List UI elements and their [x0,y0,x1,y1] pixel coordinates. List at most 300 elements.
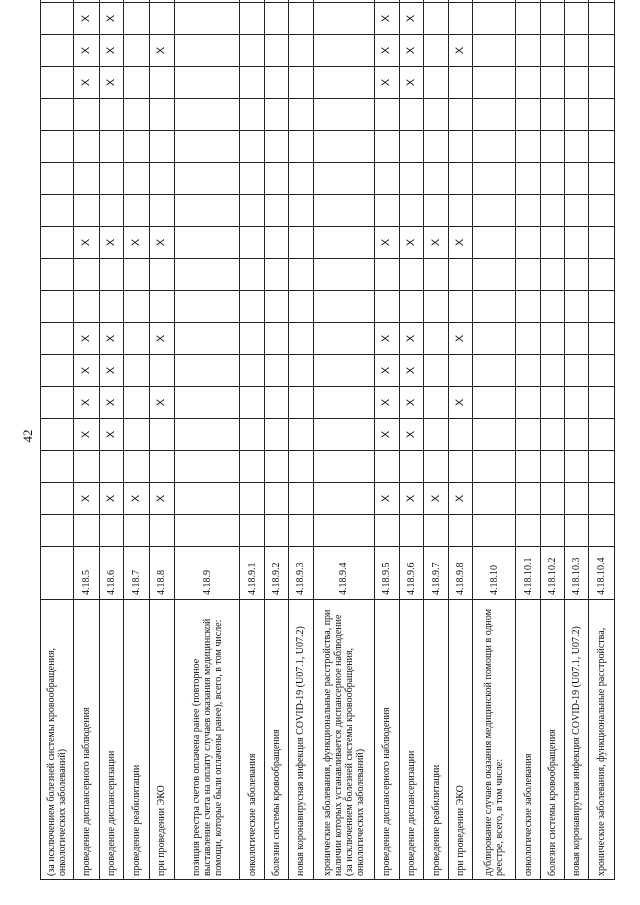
mark-cell [175,131,240,163]
mark-cell [149,259,174,291]
table-row [149,0,174,880]
mark-cell [74,515,99,547]
mark-cell [289,227,313,259]
mark-cell [289,483,313,515]
mark-cell [313,259,374,291]
mark-cell [399,291,423,323]
mark-cell [516,35,540,67]
row-code: 4.18.9.2 [264,547,288,600]
mark-cell: X [374,387,399,419]
row-label: проведение диспансеризации [399,600,423,880]
mark-cell [516,451,540,483]
mark-cell [448,0,472,3]
mark-cell [448,515,472,547]
mark-cell [313,515,374,547]
mark-cell: X [399,387,423,419]
mark-cell [565,195,589,227]
mark-cell [175,35,240,67]
mark-cell [399,131,423,163]
mark-cell [313,451,374,483]
mark-cell [313,323,374,355]
mark-cell [589,163,615,195]
mark-cell [399,515,423,547]
mark-cell [565,227,589,259]
mark-cell: X [124,483,149,515]
mark-cell [41,451,74,483]
mark-cell [473,3,516,35]
mark-cell [264,259,288,291]
mark-cell [516,515,540,547]
mark-cell [99,259,123,291]
mark-cell [289,323,313,355]
row-code: 4.18.9 [175,547,240,600]
mark-cell [149,195,174,227]
mark-cell [149,99,174,131]
mark-cell [289,3,313,35]
mark-cell: X [399,3,423,35]
mark-cell [264,163,288,195]
mark-cell [448,291,472,323]
mark-cell: X [448,35,472,67]
mark-cell [240,3,264,35]
mark-cell [540,355,564,387]
mark-cell [516,387,540,419]
mark-cell [149,291,174,323]
row-code: 4.18.10.4 [589,547,615,600]
row-code: 4.18.10.2 [540,547,564,600]
mark-cell: X [448,387,472,419]
mark-cell [289,195,313,227]
mark-cell [589,387,615,419]
mark-cell [175,515,240,547]
mark-cell: X [149,483,174,515]
mark-cell [289,355,313,387]
mark-cell [124,3,149,35]
mark-cell [565,483,589,515]
row-label: проведение реабилитации [424,600,448,880]
mark-cell [240,259,264,291]
mark-cell [74,163,99,195]
mark-cell [589,35,615,67]
mark-cell: X [99,419,123,451]
mark-cell [589,419,615,451]
mark-cell [149,163,174,195]
row-label: новая коронавирусная инфекция COVID-19 (U07.1, U07.2) [565,600,589,880]
mark-cell [424,419,448,451]
mark-cell [264,323,288,355]
mark-cell [540,323,564,355]
table-row [124,0,149,880]
mark-cell [124,515,149,547]
mark-cell [516,483,540,515]
mark-cell [175,483,240,515]
mark-cell: X [374,35,399,67]
report-table [40,0,615,880]
mark-cell [313,195,374,227]
mark-cell [565,355,589,387]
row-code: 4.18.10.3 [565,547,589,600]
mark-cell [289,419,313,451]
mark-cell [540,483,564,515]
mark-cell [41,515,74,547]
mark-cell [473,35,516,67]
mark-cell [424,195,448,227]
row-label: позиция реестра счетов оплачена ранее (повторное выставление счета на оплату случаев оказания медицинской помощи, которые были оплачены ранее), всего, в том числе: [175,600,240,880]
mark-cell [175,3,240,35]
mark-cell [565,451,589,483]
mark-cell [540,451,564,483]
mark-cell [99,163,123,195]
mark-cell [124,131,149,163]
mark-cell [473,131,516,163]
mark-cell: X [99,35,123,67]
mark-cell [565,0,589,3]
mark-cell [149,3,174,35]
row-code: 4.18.6 [99,547,123,600]
table-row [589,0,615,880]
mark-cell: X [399,35,423,67]
mark-cell [41,0,74,3]
mark-cell: X [74,323,99,355]
mark-cell [516,99,540,131]
mark-cell: X [124,227,149,259]
mark-cell: X [374,419,399,451]
mark-cell [424,0,448,3]
row-label: проведение диспансеризации [99,600,123,880]
row-label: онкологические заболевания [240,600,264,880]
row-label: хронические заболевания, функциональные расстройства, при наличии которых устанавливается диспансерное наблюдение (за исключением болезней системы кровообращения, онкологических заболеваний) [313,600,374,880]
mark-cell [240,99,264,131]
table-row [240,0,264,880]
mark-cell [313,67,374,99]
mark-cell: X [149,387,174,419]
mark-cell [516,227,540,259]
mark-cell [264,419,288,451]
mark-cell [240,323,264,355]
table-row [313,0,374,880]
table-body [41,0,615,880]
row-code: 4.18.8 [149,547,174,600]
mark-cell [41,227,74,259]
mark-cell [124,451,149,483]
mark-cell: X [424,483,448,515]
mark-cell [589,227,615,259]
mark-cell [540,195,564,227]
mark-cell: X [374,227,399,259]
mark-cell [175,195,240,227]
mark-cell [149,451,174,483]
mark-cell [374,0,399,3]
row-label: болезни системы кровообращения [264,600,288,880]
mark-cell [41,35,74,67]
table-row [41,0,74,880]
mark-cell [124,99,149,131]
mark-cell [99,0,123,3]
page-number: 42 [20,429,35,443]
mark-cell: X [99,323,123,355]
mark-cell [124,419,149,451]
mark-cell [565,35,589,67]
mark-cell [41,259,74,291]
mark-cell [399,451,423,483]
row-code: 4.18.9.8 [448,547,472,600]
row-label: новая коронавирусная инфекция COVID-19 (U07.1, U07.2) [289,600,313,880]
mark-cell [448,67,472,99]
mark-cell [41,291,74,323]
mark-cell [264,0,288,3]
mark-cell: X [99,227,123,259]
mark-cell [124,323,149,355]
mark-cell [448,3,472,35]
mark-cell [124,163,149,195]
mark-cell [448,451,472,483]
mark-cell [424,355,448,387]
mark-cell [448,419,472,451]
mark-cell [473,387,516,419]
mark-cell [74,291,99,323]
row-label: проведение реабилитации [124,600,149,880]
row-label: болезни системы кровообращения [540,600,564,880]
mark-cell [473,0,516,3]
document-table-rotated [40,14,615,880]
mark-cell [264,355,288,387]
mark-cell [516,3,540,35]
mark-cell [289,387,313,419]
mark-cell [99,515,123,547]
mark-cell [540,387,564,419]
mark-cell: X [149,35,174,67]
mark-cell [74,131,99,163]
mark-cell [175,99,240,131]
table-row [74,0,99,880]
row-code: 4.18.7 [124,547,149,600]
mark-cell [424,515,448,547]
mark-cell [240,0,264,3]
mark-cell [41,3,74,35]
mark-cell [473,355,516,387]
mark-cell: X [448,323,472,355]
mark-cell [516,67,540,99]
mark-cell [264,67,288,99]
mark-cell [473,99,516,131]
table-row [289,0,313,880]
mark-cell: X [399,483,423,515]
mark-cell [540,227,564,259]
mark-cell [399,99,423,131]
table-row [264,0,288,880]
mark-cell [424,323,448,355]
mark-cell [313,227,374,259]
mark-cell [124,0,149,3]
mark-cell [313,0,374,3]
mark-cell [399,259,423,291]
mark-cell [124,195,149,227]
mark-cell [374,259,399,291]
mark-cell [124,35,149,67]
mark-cell [264,483,288,515]
mark-cell [565,419,589,451]
mark-cell [175,387,240,419]
mark-cell: X [149,323,174,355]
mark-cell [264,195,288,227]
mark-cell: X [74,483,99,515]
mark-cell [374,515,399,547]
mark-cell [473,163,516,195]
mark-cell [99,99,123,131]
mark-cell [175,0,240,3]
mark-cell [99,131,123,163]
mark-cell [473,483,516,515]
mark-cell [175,259,240,291]
mark-cell [448,163,472,195]
mark-cell [41,195,74,227]
mark-cell: X [399,355,423,387]
mark-cell: X [74,355,99,387]
table-row [399,0,423,880]
mark-cell [540,131,564,163]
mark-cell [74,451,99,483]
mark-cell: X [399,227,423,259]
mark-cell [473,451,516,483]
mark-cell [240,515,264,547]
mark-cell [240,35,264,67]
row-code [41,547,74,600]
mark-cell [424,387,448,419]
mark-cell: X [99,67,123,99]
mark-cell [313,35,374,67]
table-row [448,0,472,880]
mark-cell [516,163,540,195]
row-label: проведение диспансерного наблюдения [74,600,99,880]
row-label: дублирование случаев оказания медицинской помощи в одном реестре, всего, в том числе: [473,600,516,880]
row-code: 4.18.9.1 [240,547,264,600]
mark-cell [149,355,174,387]
mark-cell [424,131,448,163]
mark-cell [565,291,589,323]
mark-cell [313,99,374,131]
mark-cell [399,195,423,227]
mark-cell [124,259,149,291]
mark-cell [124,387,149,419]
mark-cell [424,99,448,131]
mark-cell [240,355,264,387]
mark-cell [565,323,589,355]
mark-cell [74,0,99,3]
mark-cell [264,515,288,547]
mark-cell [374,451,399,483]
mark-cell [289,163,313,195]
mark-cell [589,483,615,515]
row-code: 4.18.10 [473,547,516,600]
mark-cell [175,227,240,259]
mark-cell [175,163,240,195]
mark-cell: X [374,323,399,355]
table-row [516,0,540,880]
mark-cell [565,163,589,195]
mark-cell: X [74,227,99,259]
mark-cell [516,195,540,227]
row-code: 4.18.9.7 [424,547,448,600]
table-row [374,0,399,880]
mark-cell [41,99,74,131]
mark-cell [124,67,149,99]
mark-cell [240,419,264,451]
mark-cell [540,0,564,3]
mark-cell [473,515,516,547]
mark-cell [540,419,564,451]
mark-cell [374,163,399,195]
mark-cell [240,195,264,227]
mark-cell: X [374,355,399,387]
mark-cell [264,291,288,323]
mark-cell [289,291,313,323]
mark-cell [424,35,448,67]
mark-cell [448,259,472,291]
mark-cell [540,3,564,35]
row-code: 4.18.10.1 [516,547,540,600]
mark-cell [565,67,589,99]
mark-cell [289,259,313,291]
mark-cell [175,451,240,483]
mark-cell [124,355,149,387]
mark-cell: X [99,3,123,35]
mark-cell [240,163,264,195]
mark-cell [74,195,99,227]
mark-cell [589,355,615,387]
mark-cell [540,515,564,547]
mark-cell [240,483,264,515]
mark-cell [313,419,374,451]
mark-cell [424,3,448,35]
mark-cell [565,3,589,35]
mark-cell [399,163,423,195]
mark-cell [516,291,540,323]
mark-cell [264,99,288,131]
mark-cell [175,355,240,387]
mark-cell [565,259,589,291]
mark-cell [175,291,240,323]
mark-cell: X [74,419,99,451]
table-row [424,0,448,880]
mark-cell: X [99,355,123,387]
mark-cell [149,131,174,163]
mark-cell [240,387,264,419]
mark-cell [565,131,589,163]
row-label: хронические заболевания, функциональные расстройства, [589,600,615,880]
mark-cell [99,195,123,227]
row-code: 4.18.9.4 [313,547,374,600]
mark-cell [424,291,448,323]
mark-cell: X [448,227,472,259]
mark-cell [589,515,615,547]
mark-cell [589,67,615,99]
mark-cell: X [99,483,123,515]
mark-cell [175,323,240,355]
mark-cell [240,227,264,259]
mark-cell [240,67,264,99]
mark-cell [313,355,374,387]
mark-cell [589,131,615,163]
mark-cell [424,67,448,99]
row-label: проведение диспансерного наблюдения [374,600,399,880]
mark-cell: X [424,227,448,259]
mark-cell [41,419,74,451]
mark-cell [41,163,74,195]
mark-cell [74,259,99,291]
mark-cell [516,419,540,451]
mark-cell [374,131,399,163]
mark-cell [516,355,540,387]
